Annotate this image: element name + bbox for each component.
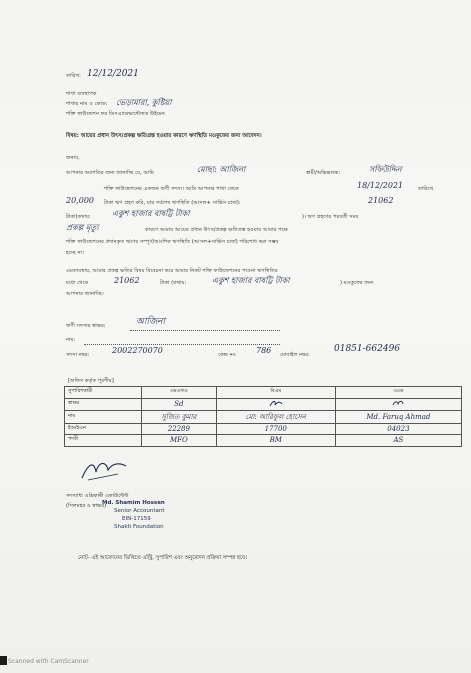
waiver-amount: 21062 xyxy=(114,276,140,285)
body-line-4: টাকা(কথায়: xyxy=(66,214,91,220)
body-line-6: শক্তি ফাউন্ডেশনের প্রদানকৃত ঋণের সম্পূর্ণ/আংশিক ঋণস্থিতি (আসল+সার্ভিস চার্জ) পরিশোধ করা সম্ভব xyxy=(66,239,279,245)
date-label: তারিখ: xyxy=(66,73,81,79)
table-header-cell: এএম xyxy=(335,387,461,399)
table-row xyxy=(65,398,462,410)
table-cell: Md. Faruq Ahmad xyxy=(335,410,461,423)
member-signature-label: ঋণী সদস্যর স্বাক্ষর: xyxy=(66,323,106,329)
table-cell: 04023 xyxy=(335,423,461,435)
table-cell: সুজিত কুমার xyxy=(142,410,217,423)
table-cell: AS xyxy=(335,435,461,447)
date-suffix: তারিখে xyxy=(418,186,434,192)
stamp-title: Senior Accountant xyxy=(114,508,165,514)
branch-name-value: ভেড়ামারা, কুষ্টিয়া xyxy=(116,98,172,107)
table-row xyxy=(65,410,462,423)
member-number: 2002270070 xyxy=(112,346,163,355)
mfo-signature: Sd xyxy=(142,398,217,410)
office-use-label: [অফিস কর্তৃক পূরণীয়] xyxy=(68,378,114,384)
table-cell: 17700 xyxy=(216,423,335,435)
footnote: নোট- এই আবেদনের ভিত্তিতে এন্ট্রি, সুপারিশ এবং অনুমোদন প্রক্রিয়া সম্পন্ন হবে। xyxy=(78,555,247,561)
row-label: স্বাক্ষর xyxy=(65,398,142,410)
organization-name: শক্তি ফাউন্ডেশন ফর ডিসএ্যাডভান্টেজড উইমেন xyxy=(66,111,165,117)
table-header-cell: বিএম xyxy=(216,387,335,399)
body-line-4-tail: )। ঋণ গ্রহণের পরবর্তী সময় xyxy=(302,214,359,220)
camscanner-logo-icon xyxy=(0,656,7,665)
mobile-number: 01851-662496 xyxy=(334,344,401,354)
guardian-name: সফিউদ্দিন xyxy=(369,165,402,174)
accountant-signature xyxy=(78,458,130,482)
body-line-2: শক্তি ফাউন্ডেশনের একজন ঋণী সদস্য। আমি আপনার শাখা থেকে xyxy=(104,186,239,192)
outstanding-balance: 21062 xyxy=(368,196,394,205)
table-header-row xyxy=(65,387,462,399)
request-line-3: আপনার জানাচ্ছি। xyxy=(66,291,104,297)
center-number: 786 xyxy=(256,346,272,355)
recommendation-table xyxy=(64,386,462,447)
body-line-5: কারণে আমার আয়ের প্রধান উৎস/প্রকল্প ক্ষতিগ্রস্ত হওয়ায় আমার পক্ষে xyxy=(145,227,288,233)
date-value: 12/12/2021 xyxy=(87,69,139,79)
waiver-in-words: একুশ হাজার বাষট্টি টাকা xyxy=(212,276,290,285)
request-line-2: মধ্যে থেকে xyxy=(66,280,89,286)
table-header-cell: সুপারিশকারী xyxy=(65,387,142,399)
member-signature: আজিনা xyxy=(136,317,166,327)
loan-date: 18/12/2021 xyxy=(357,181,404,190)
body-line-7: হচ্ছে না। xyxy=(66,250,84,256)
table-cell: BM xyxy=(216,435,335,447)
am-signature xyxy=(335,398,461,410)
bm-signature xyxy=(216,398,335,410)
stamp-ein: EIN-17159 xyxy=(122,516,151,522)
loan-amount: 20,000 xyxy=(66,196,94,205)
name-line xyxy=(84,344,280,345)
row-label: নাম xyxy=(65,410,142,423)
table-cell: MFO xyxy=(142,435,217,447)
accountant-title: সদস্যাধ্য এক্সিকাৰী একাউন্টেন্ট xyxy=(66,493,129,499)
salutation: জনাব, xyxy=(66,155,80,161)
mobile-number-label: মোবাইল নম্বর: xyxy=(280,352,310,358)
center-number-label: কেন্দ্র নং: xyxy=(218,352,237,358)
member-name-label: নাম: xyxy=(66,337,76,343)
table-row xyxy=(65,423,462,435)
guardian-label: স্বামী/অভিভাবক: xyxy=(306,170,341,176)
row-label: ইআইএন xyxy=(65,423,142,435)
applicant-name: মোছা: আজিনা xyxy=(197,165,246,174)
member-number-label: সদস্য নম্বর: xyxy=(66,352,90,358)
scanner-watermark: Scanned with CamScanner xyxy=(8,658,89,665)
request-amount-words-label: টাকা (কথায়: xyxy=(160,280,187,286)
accountant-seal-label: (সিলমহর ও স্বাক্ষর) xyxy=(66,503,107,509)
subject-line: বিষয়: আয়ের প্রধান উৎস/প্রকল্প ক্ষতিগ্রস্ত হওয়ার কারণে ঋণস্থিতি মওকুফের জন্য আবেদন। xyxy=(66,133,262,139)
stamp-org: Shakti Foundation xyxy=(114,524,164,530)
table-cell: 22289 xyxy=(142,423,217,435)
body-line-3: টাকা ঋণ গ্রহণ করি, যার সর্বশেষ ঋণস্থিতি (আসল+ সার্ভিস চার্জ): xyxy=(104,200,241,206)
request-line-2-tail: ) মওকুফের জন্য xyxy=(340,280,374,286)
table-cell: মো: আরিফুল হোসেন xyxy=(216,410,335,423)
table-row xyxy=(65,435,462,447)
branch-name-label: শাখার নাম ও কোড: xyxy=(66,101,108,107)
body-line-1: আপনার অবগতির জন্য জানাচ্ছি যে, আমি xyxy=(66,170,154,176)
loss-reason: প্রকল্প মৃত্যু xyxy=(66,223,99,232)
request-line-1: এমতাবস্থায়, আমার প্রকল্প ক্ষতির বিষয় বিবেচনা করে আমার নিকট শক্তি ফাউন্ডেশনের পাওনা ঋণস্থিতির xyxy=(66,268,278,274)
stamp-name: Md. Shamim Hossen xyxy=(102,500,165,506)
balance-in-words: একুশ হাজার বাষট্টি টাকা xyxy=(112,209,190,218)
manager-label: শাখা ব্যবস্থাপক xyxy=(66,91,97,97)
table-header-cell: এমএফও xyxy=(142,387,217,399)
signature-line xyxy=(130,330,280,331)
row-label: পদবী xyxy=(65,435,142,447)
